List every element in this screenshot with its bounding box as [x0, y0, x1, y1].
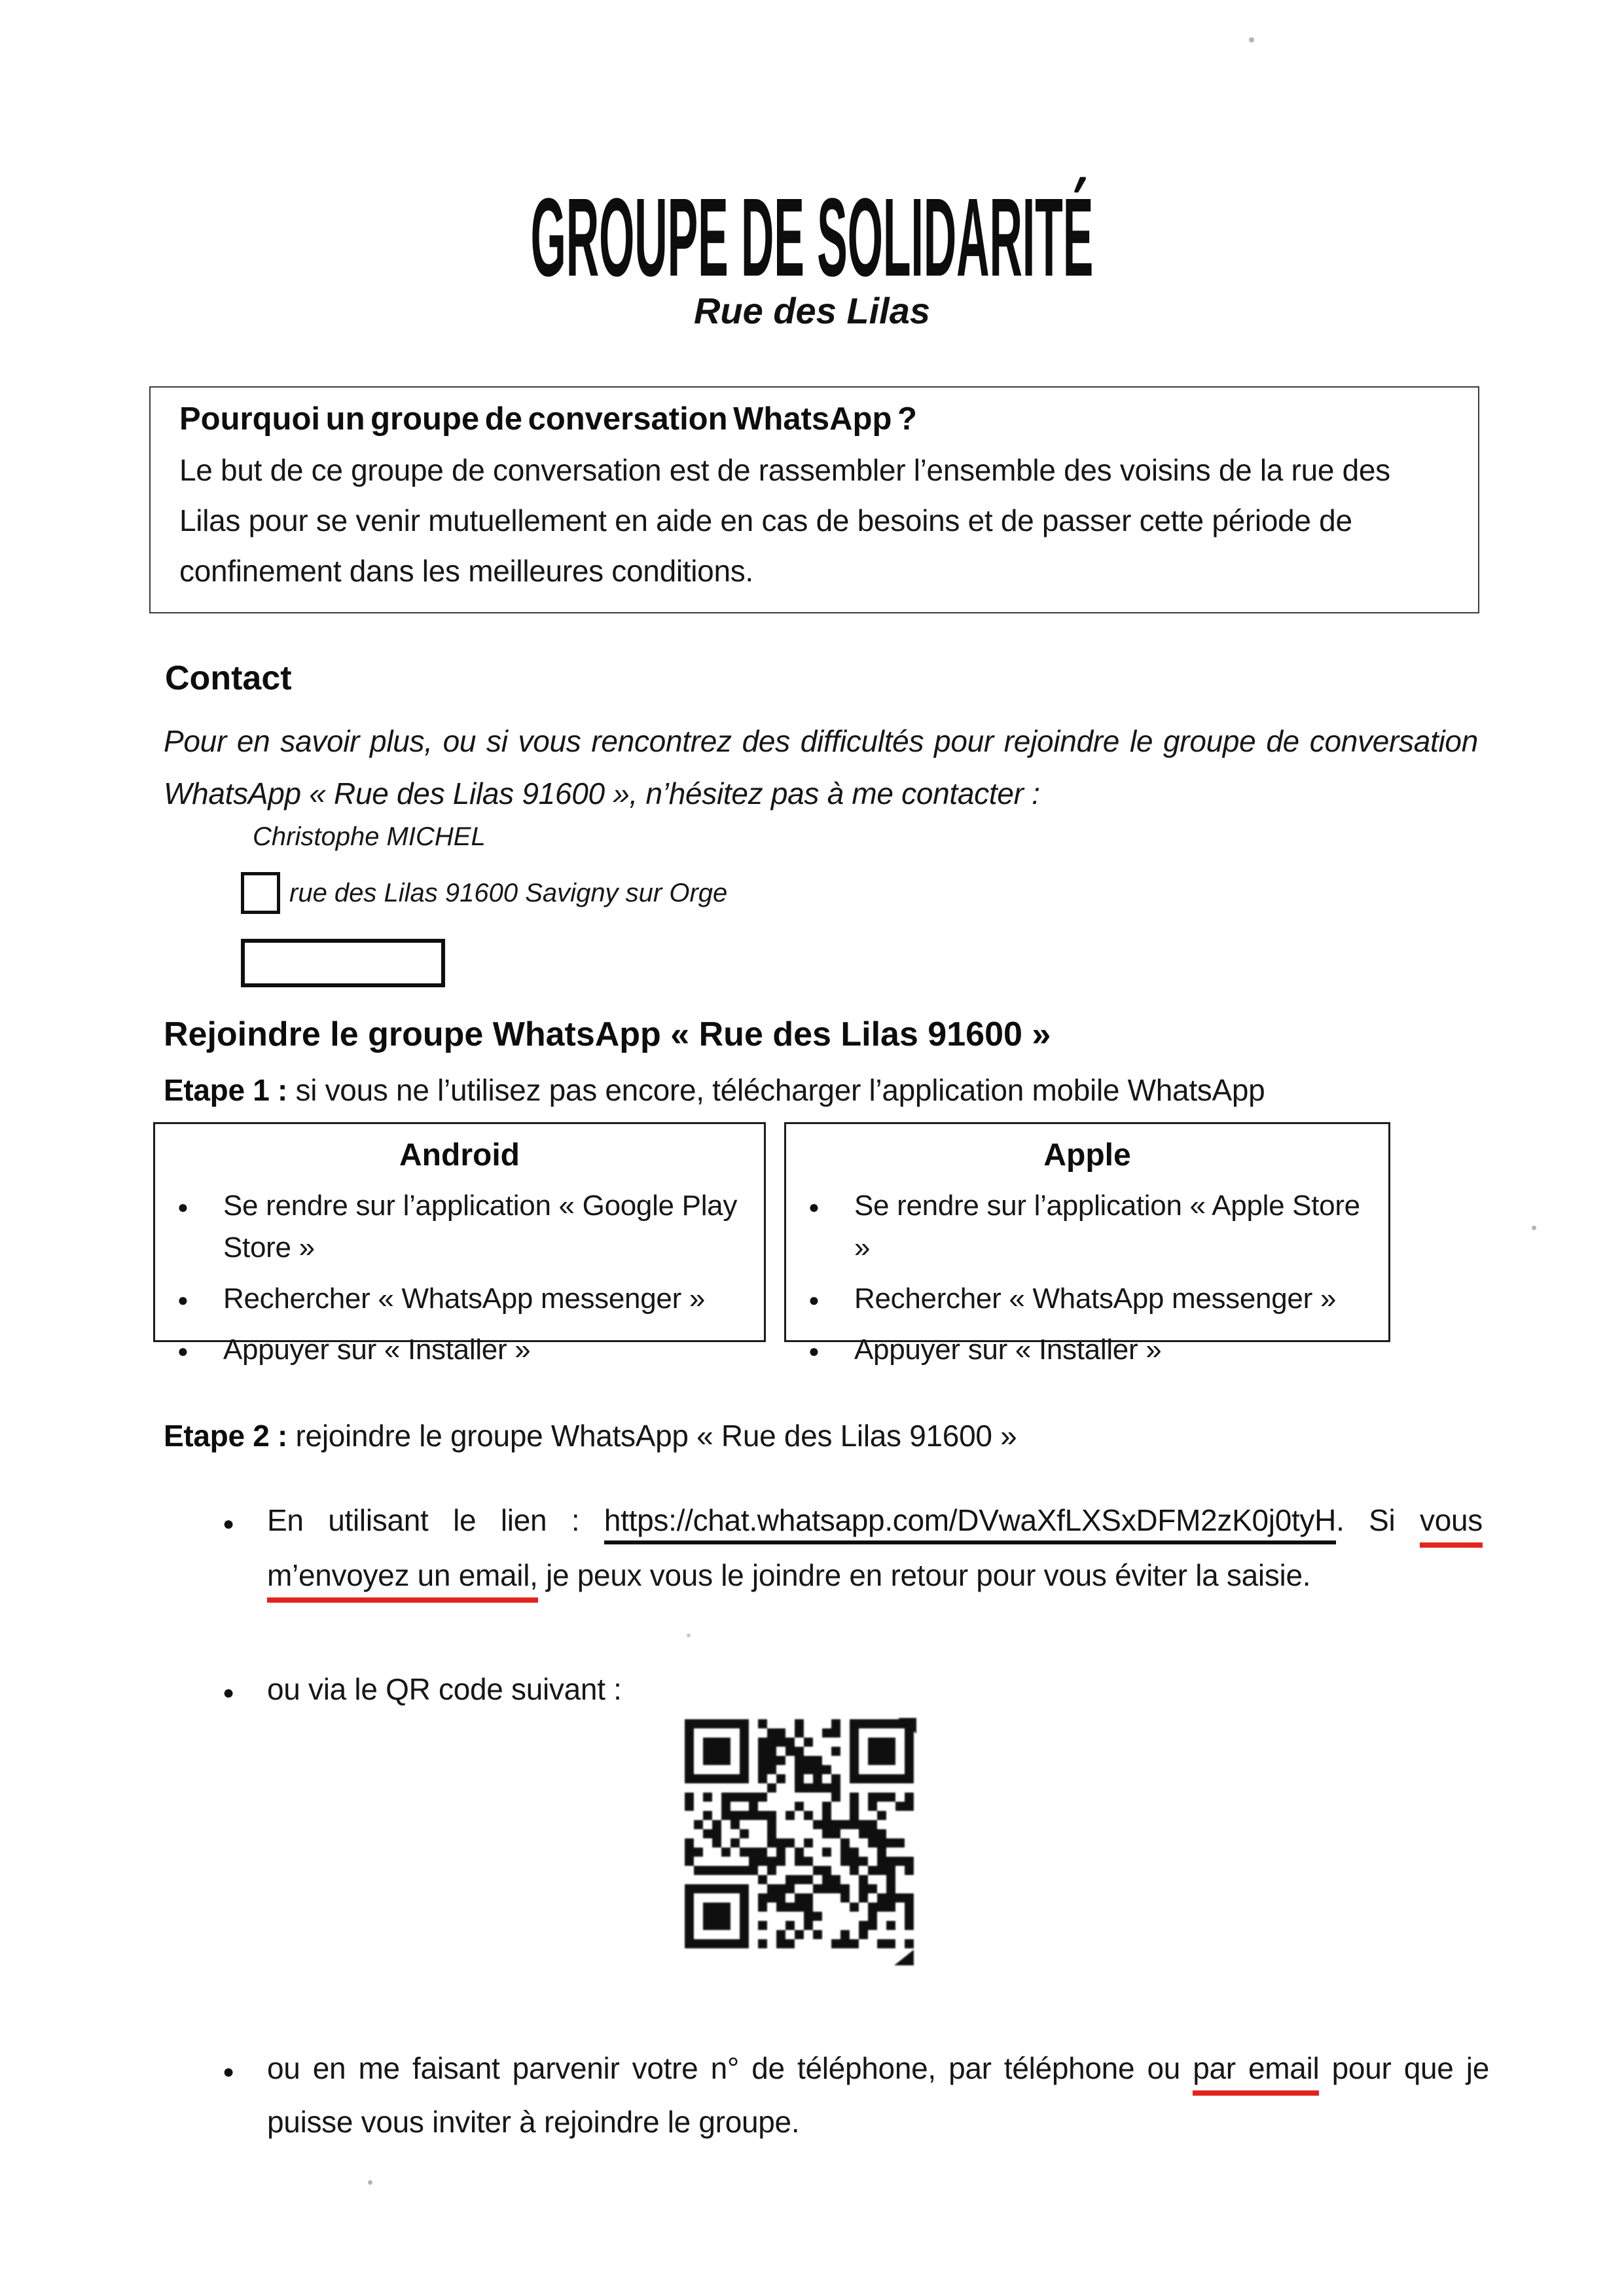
android-cell	[153, 1122, 766, 1366]
link-bullet-prefix: En utilisant le lien :	[267, 1503, 604, 1537]
contact-intro: Pour en savoir plus, ou si vous rencontrez des difficultés pour rejoindre le groupe de conversation WhatsApp « Rue des Lilas 91600 », n’hésitez pas à me contacter :	[164, 724, 1478, 811]
qr-bullet: ● ou via le QR code suivant :	[223, 1662, 1204, 1717]
apple-title: Apple	[1043, 1138, 1131, 1173]
contact-address: rue des Lilas 91600 Savigny sur Orge	[289, 878, 728, 907]
step2-line	[164, 1418, 1017, 1453]
store-instructions-table	[153, 1122, 1390, 1366]
page-title-wrap	[0, 175, 1624, 300]
join-link-bullet	[223, 1493, 1483, 1603]
step1-line	[164, 1072, 1265, 1108]
contact-address-row	[241, 872, 727, 914]
scan-speck	[687, 1633, 691, 1637]
why-box-body: Le but de ce groupe de conversation est de rassembler l’ensemble des voisins de la rue des Lilas pour se venir mutuellement en aide en cas de besoins et de passer cette période de confinement dans les meilleures conditions.	[179, 453, 1390, 588]
contact-heading: Contact	[165, 659, 292, 697]
scan-speck	[368, 2180, 372, 2185]
par-email-red-underlined-text: par email	[1193, 2051, 1319, 2096]
contact-name: Christophe MICHEL	[253, 822, 486, 851]
qr-code	[682, 1715, 920, 1969]
step2-text: rejoindre le groupe WhatsApp « Rue des Lilas 91600 »	[287, 1419, 1017, 1453]
android-steps-list	[171, 1185, 748, 1371]
phone-bullet-after: pour que je puisse vous inviter à rejoindre le groupe.	[267, 2051, 1489, 2139]
list-item: ● Rechercher « WhatsApp messenger »	[802, 1278, 1373, 1320]
why-box-heading: Pourquoi un groupe de conversation WhatsApp ?	[179, 401, 917, 437]
join-group-heading: Rejoindre le groupe WhatsApp « Rue des Lilas 91600 »	[164, 1015, 1051, 1053]
step2-label: Etape 2 :	[164, 1419, 288, 1453]
list-item: ● Rechercher « WhatsApp messenger »	[171, 1278, 748, 1320]
phone-bullet	[223, 2041, 1489, 2149]
android-title: Android	[399, 1138, 520, 1173]
redacted-phone-box	[241, 939, 445, 987]
list-item: ● Se rendre sur l’application « Apple Store »	[802, 1185, 1373, 1269]
whatsapp-group-link: https://chat.whatsapp.com/DVwaXfLXSxDFM2zK0j0tyH	[604, 1503, 1336, 1544]
apple-cell	[784, 1122, 1390, 1366]
page-title: GROUPE DE SOLIDARITÉ	[530, 175, 1094, 300]
phone-bullet-before: ou en me faisant parvenir votre n° de téléphone, par téléphone ou	[267, 2051, 1193, 2085]
link-bullet-after: . Si	[1336, 1503, 1420, 1537]
list-item: ● Se rendre sur l’application « Google Play Store »	[171, 1185, 748, 1269]
link-bullet-rest: je peux vous le joindre en retour pour vous éviter la saisie.	[537, 1558, 1311, 1592]
apple-steps-list	[802, 1185, 1373, 1371]
scan-speck	[1249, 37, 1254, 43]
scan-speck	[1532, 1226, 1536, 1230]
list-item: ● Appuyer sur « Installer »	[171, 1329, 748, 1371]
list-item: ● Appuyer sur « Installer »	[802, 1329, 1373, 1371]
step1-text: si vous ne l’utilisez pas encore, télécharger l’application mobile WhatsApp	[287, 1073, 1265, 1107]
page-subtitle: Rue des Lilas	[693, 290, 931, 331]
redacted-house-number-box	[241, 872, 280, 914]
step1-label: Etape 1 :	[164, 1073, 288, 1107]
email-red-underlined-text: vous m’envoyez un email,	[267, 1503, 1483, 1603]
why-whatsapp-box	[149, 386, 1479, 613]
